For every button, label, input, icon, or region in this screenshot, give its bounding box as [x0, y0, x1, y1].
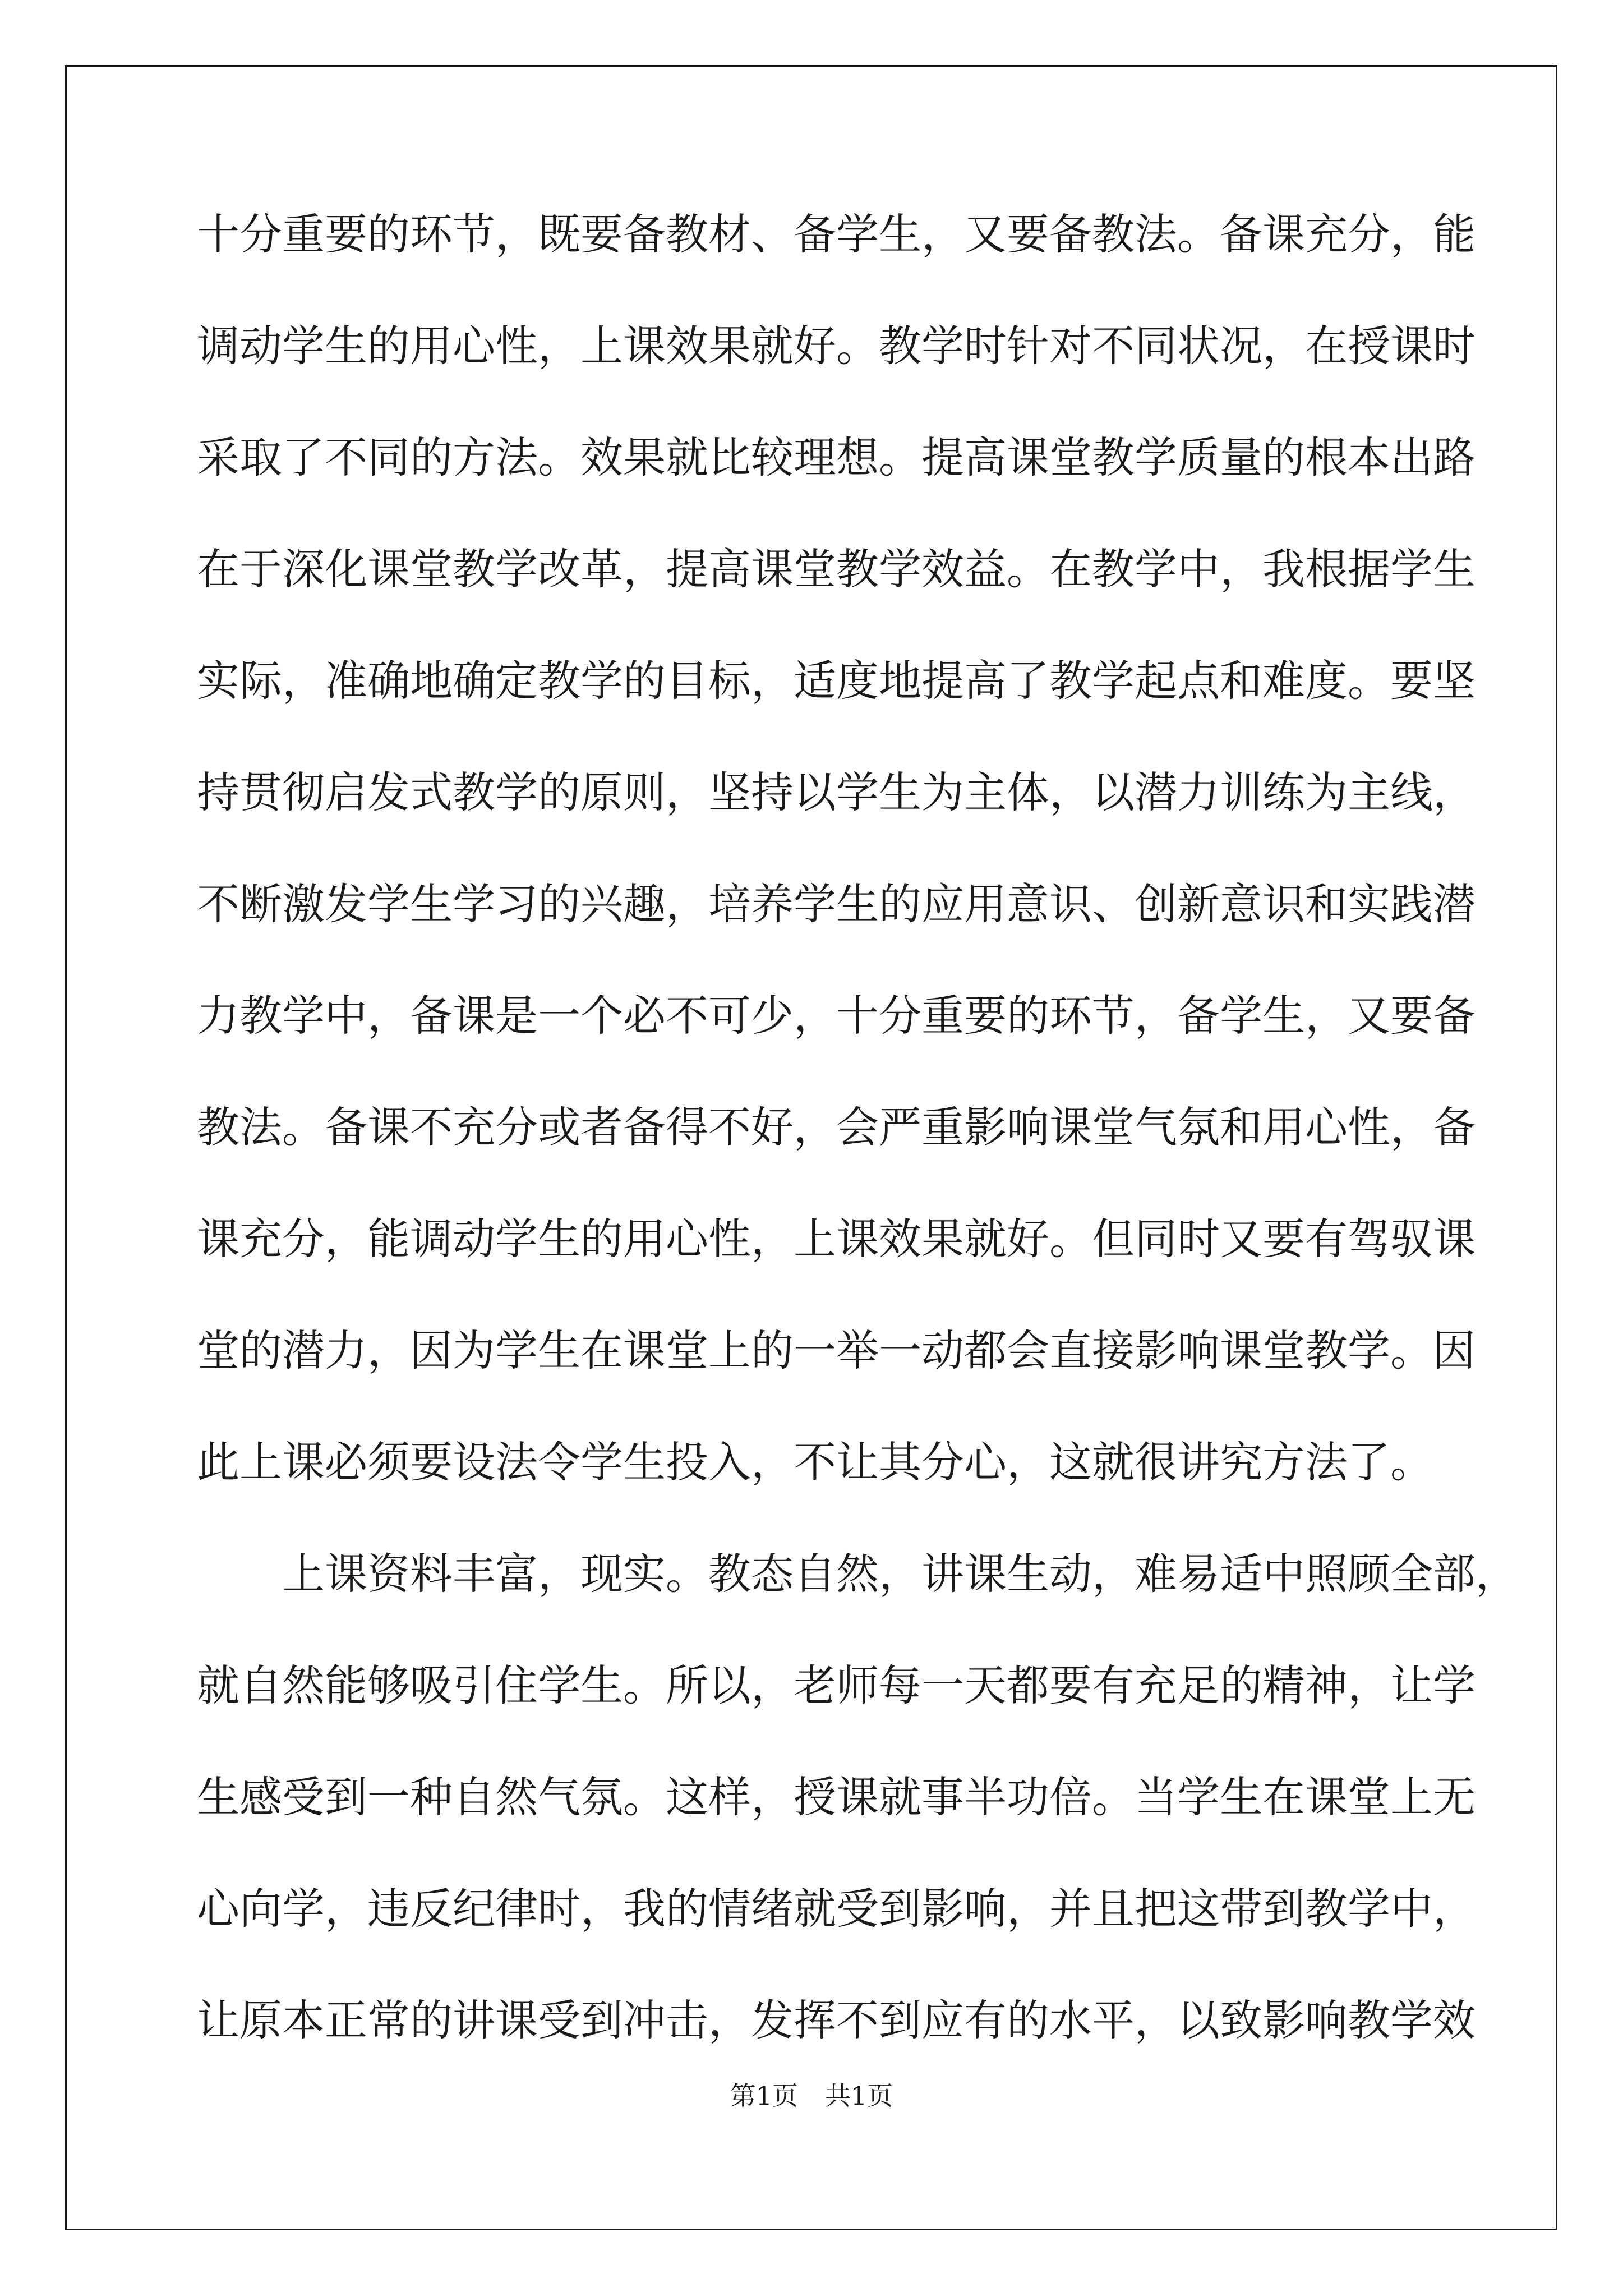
- text-line: 就自然能够吸引住学生。所以，老师每一天都要有充足的精神，让学: [197, 1660, 1476, 1710]
- text-line: 让原本正常的讲课受到冲击，发挥不到应有的水平，以致影响教学效: [197, 1995, 1476, 2045]
- text-line: 实际，准确地确定教学的目标，适度地提高了教学起点和难度。要坚: [197, 656, 1476, 706]
- text-line: 课充分，能调动学生的用心性，上课效果就好。但同时又要有驾驭课: [197, 1214, 1476, 1264]
- text-line: 教法。备课不充分或者备得不好，会严重影响课堂气氛和用心性，备: [197, 1102, 1476, 1152]
- page-footer: [0, 2076, 1623, 2113]
- page-total: 共1页: [825, 2081, 893, 2111]
- text-line: 持贯彻启发式教学的原则，坚持以学生为主体，以潜力训练为主线，: [197, 767, 1476, 817]
- text-line: 生感受到一种自然气氛。这样，授课就事半功倍。当学生在课堂上无: [197, 1772, 1476, 1822]
- text-line: 十分重要的环节，既要备教材、备学生，又要备教法。备课充分，能: [197, 209, 1476, 259]
- text-line: 力教学中，备课是一个必不可少，十分重要的环节，备学生，又要备: [197, 991, 1476, 1041]
- text-line: 心向学，违反纪律时，我的情绪就受到影响，并且把这带到教学中，: [197, 1884, 1476, 1934]
- text-line: 调动学生的用心性，上课效果就好。教学时针对不同状况，在授课时: [197, 321, 1476, 371]
- text-line: 上课资料丰富，现实。教态自然，讲课生动，难易适中照顾全部，: [197, 1549, 1518, 1599]
- text-line: 在于深化课堂教学改革，提高课堂教学效益。在教学中，我根据学生: [197, 544, 1476, 594]
- page-number: 第1页: [730, 2081, 798, 2111]
- text-line: 堂的潜力，因为学生在课堂上的一举一动都会直接影响课堂教学。因: [197, 1326, 1476, 1375]
- text-line: 此上课必须要设法令学生投入，不让其分心，这就很讲究方法了。: [197, 1437, 1433, 1487]
- text-line: 采取了不同的方法。效果就比较理想。提高课堂教学质量的根本出路: [197, 432, 1476, 482]
- text-line: 不断激发学生学习的兴趣，培养学生的应用意识、创新意识和实践潜: [197, 879, 1476, 929]
